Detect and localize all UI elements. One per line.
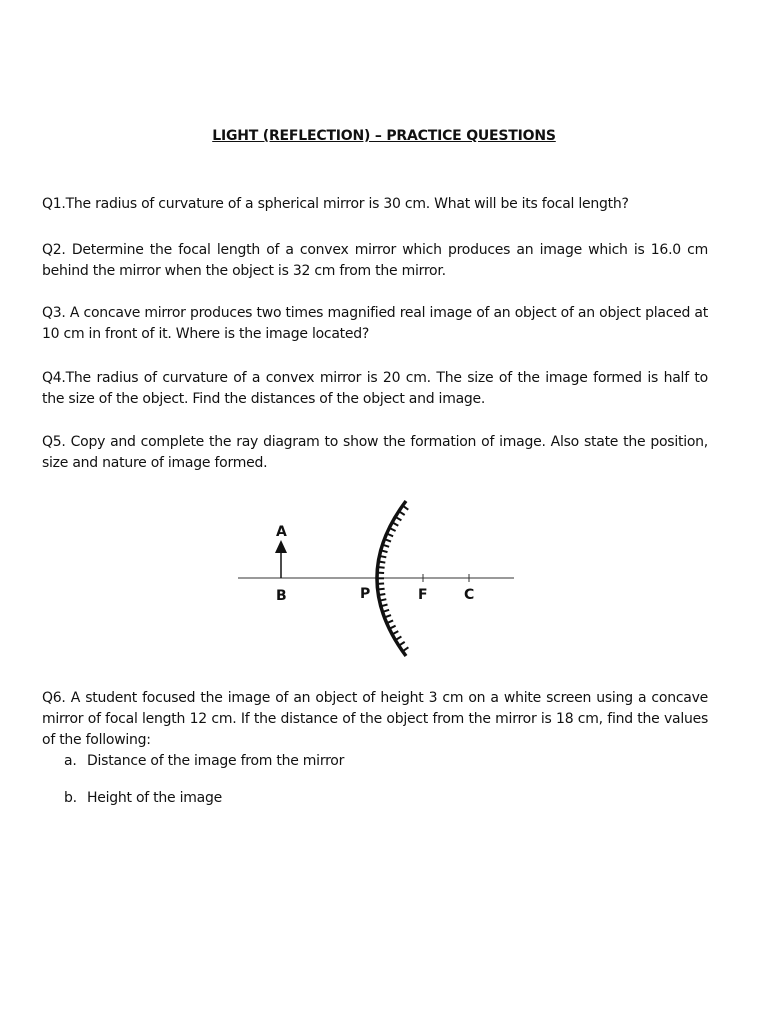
question-4: Q4.The radius of curvature of a convex mirror is 20 cm. The size of the image formed is half to the size of the object. Find the distances of the object and image.	[42, 370, 708, 407]
label-c: C	[464, 587, 475, 603]
mirror-hatch	[387, 534, 393, 537]
part-b-text: Height of the image	[87, 790, 222, 806]
mirror-hatch	[378, 589, 385, 590]
question-5: Q5. Copy and complete the ray diagram to show the formation of image. Also state the position, size and nature of image formed.	[42, 434, 708, 471]
mirror-hatch	[403, 506, 409, 510]
mirror-hatch	[378, 594, 385, 595]
mirror-hatch	[389, 528, 395, 531]
question-3: Q3. A concave mirror produces two times magnified real image of an object of an object placed at 10 cm in front of it. Where is the image located?	[42, 305, 708, 342]
part-b-label: b.	[64, 790, 77, 806]
mirror-hatch	[389, 626, 395, 629]
mirror-hatch	[403, 647, 409, 651]
mirror-hatch	[378, 567, 385, 568]
label-p: P	[360, 586, 371, 602]
mirror-hatch	[387, 620, 393, 623]
part-a-label: a.	[64, 753, 77, 769]
question-6: Q6. A student focused the image of an object of height 3 cm on a white screen using a concave mirror of focal length 12 cm. If the distance of the object from the mirror is 18 cm, find the values of the following:	[42, 690, 708, 748]
question-6-part-a	[64, 751, 344, 772]
label-b: B	[276, 588, 287, 604]
question-6-part-b	[64, 788, 222, 809]
label-a: A	[276, 524, 287, 540]
question-1: Q1.The radius of curvature of a spherical mirror is 30 cm. What will be its focal length?	[42, 196, 629, 212]
ray-diagram	[230, 494, 520, 664]
question-2: Q2. Determine the focal length of a convex mirror which produces an image which is 16.0 cm behind the mirror when the object is 32 cm from the mirror.	[42, 242, 708, 279]
mirror-hatch	[379, 556, 386, 557]
part-a-text: Distance of the image from the mirror	[87, 753, 345, 769]
page-title: LIGHT (REFLECTION) – PRACTICE QUESTIONS	[212, 128, 556, 144]
mirror-hatch	[378, 562, 385, 563]
label-f: F	[418, 587, 428, 603]
object-arrow	[275, 540, 287, 578]
